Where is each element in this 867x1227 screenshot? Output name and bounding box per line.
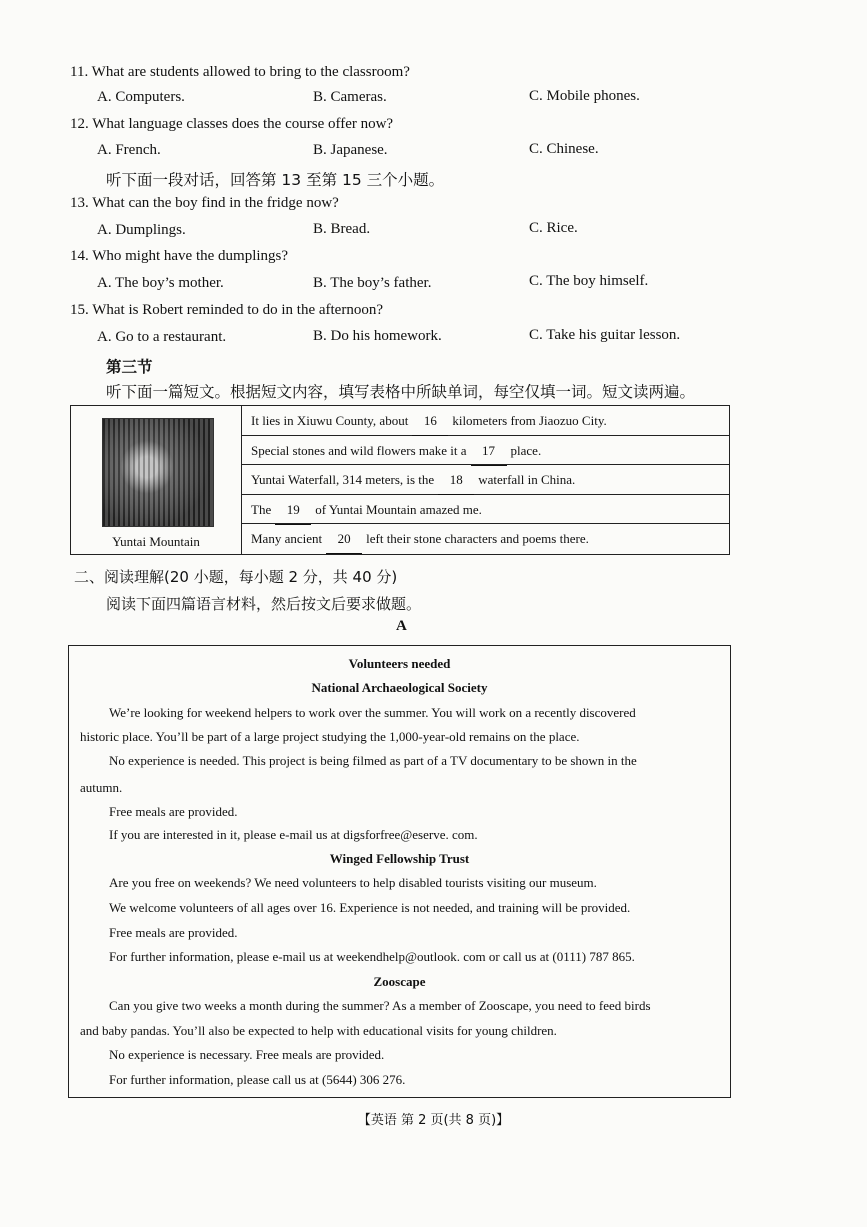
- paragraph-line: historic place. You’ll be part of a large project studying the 1,000-year-old remains on the place.: [80, 729, 580, 744]
- option-13b: B. Bread.: [313, 221, 371, 237]
- question-12: 12. What language classes does the course offer now?: [70, 116, 394, 132]
- row-text: waterfall in China.: [478, 472, 576, 488]
- option-12c: C. Chinese.: [529, 141, 599, 157]
- paragraph-line: No experience is necessary. Free meals are provided.: [109, 1047, 385, 1062]
- passage-label: A: [396, 618, 407, 634]
- row-text: It lies in Xiuwu County, about: [251, 413, 409, 428]
- page-footer: 【英语 第 2 页(共 8 页)】: [357, 1113, 510, 1128]
- blank-20: 20: [326, 524, 362, 554]
- paragraph-line: and baby pandas. You’ll also be expected to help with educational visits for young children.: [80, 1023, 557, 1038]
- passage-a-box: [68, 645, 731, 1098]
- row-text: kilometers from Jiaozuo City.: [452, 413, 607, 428]
- blank-18: 18: [438, 465, 474, 495]
- photo-caption: Yuntai Mountain: [112, 534, 200, 549]
- option-14c: C. The boy himself.: [529, 273, 649, 289]
- photo-cell: [71, 406, 242, 554]
- question-13: 13. What can the boy find in the fridge now?: [70, 195, 339, 211]
- option-11a: A. Computers.: [97, 89, 185, 105]
- row-text: Many ancient: [251, 531, 323, 547]
- ad-title: Zooscape: [373, 974, 426, 989]
- option-13c: C. Rice.: [529, 220, 578, 236]
- paragraph-line: No experience is needed. This project is being filmed as part of a TV documentary to be shown in the: [109, 753, 637, 768]
- row-text: Yuntai Waterfall, 314 meters, is the: [251, 472, 435, 488]
- option-15a: A. Go to a restaurant.: [97, 329, 227, 345]
- option-15b: B. Do his homework.: [313, 328, 442, 344]
- paragraph-line: For further information, please call us at (5644) 306 276.: [109, 1072, 406, 1087]
- option-11b: B. Cameras.: [313, 89, 387, 105]
- table-row: [241, 436, 729, 466]
- ad-title: Volunteers needed: [348, 656, 451, 671]
- option-12b: B. Japanese.: [313, 142, 388, 158]
- row-text: The: [251, 501, 272, 517]
- row-text: left their stone characters and poems there.: [366, 531, 589, 547]
- paragraph-line: Free meals are provided.: [109, 804, 238, 819]
- ad-title: Winged Fellowship Trust: [329, 851, 470, 866]
- option-13a: A. Dumplings.: [97, 222, 186, 238]
- question-14: 14. Who might have the dumplings?: [70, 248, 289, 264]
- option-14b: B. The boy’s father.: [313, 275, 432, 291]
- part2-instruction: 阅读下面四篇语言材料，然后按文后要求做题。: [106, 595, 422, 613]
- row-text: place.: [510, 442, 542, 458]
- option-11c: C. Mobile phones.: [529, 88, 640, 104]
- option-15c: C. Take his guitar lesson.: [529, 327, 681, 343]
- paragraph-line: Are you free on weekends? We need volunteers to help disabled tourists visiting our museum.: [109, 875, 597, 890]
- part2-heading: 二、阅读理解(20 小题，每小题 2 分，共 40 分): [74, 568, 398, 586]
- section3-heading: 第三节: [106, 358, 153, 376]
- table-row: [241, 524, 729, 554]
- table-row: [241, 465, 729, 495]
- blank-17: 17: [471, 436, 507, 466]
- paragraph-line: If you are interested in it, please e-mail us at digsforfree@eserve. com.: [109, 827, 478, 842]
- blank-19: 19: [275, 495, 311, 525]
- paragraph-line: autumn.: [80, 780, 123, 795]
- table-row: [241, 406, 729, 436]
- blank-16: 16: [412, 406, 448, 436]
- row-text: of Yuntai Mountain amazed me.: [315, 501, 482, 517]
- paragraph-line: We welcome volunteers of all ages over 16. Experience is not needed, and training will be provided.: [109, 900, 631, 915]
- option-12a: A. French.: [97, 142, 161, 158]
- question-15: 15. What is Robert reminded to do in the afternoon?: [70, 302, 383, 318]
- section3-instruction: 听下面一篇短文。根据短文内容，填写表格中所缺单词，每空仅填一词。短文读两遍。: [106, 383, 696, 401]
- paragraph-line: Free meals are provided.: [109, 925, 238, 940]
- ad-subtitle: National Archaeological Society: [311, 680, 488, 695]
- row-text: Special stones and wild flowers make it a: [251, 442, 467, 458]
- question-11: 11. What are students allowed to bring to the classroom?: [70, 64, 410, 80]
- paragraph-line: We’re looking for weekend helpers to work over the summer. You will work on a recently discovered: [109, 705, 636, 720]
- paragraph-line: For further information, please e-mail us at weekendhelp@outlook. com or call us at (0111) 787 865.: [109, 949, 635, 964]
- option-14a: A. The boy’s mother.: [97, 275, 224, 291]
- paragraph-line: Can you give two weeks a month during the summer? As a member of Zooscape, you need to feed birds: [109, 998, 651, 1013]
- fill-in-table: [70, 405, 730, 555]
- table-row: [241, 495, 729, 525]
- yuntai-photo: [102, 418, 214, 527]
- instruction-13-15: 听下面一段对话，回答第 13 至第 15 三个小题。: [106, 171, 445, 189]
